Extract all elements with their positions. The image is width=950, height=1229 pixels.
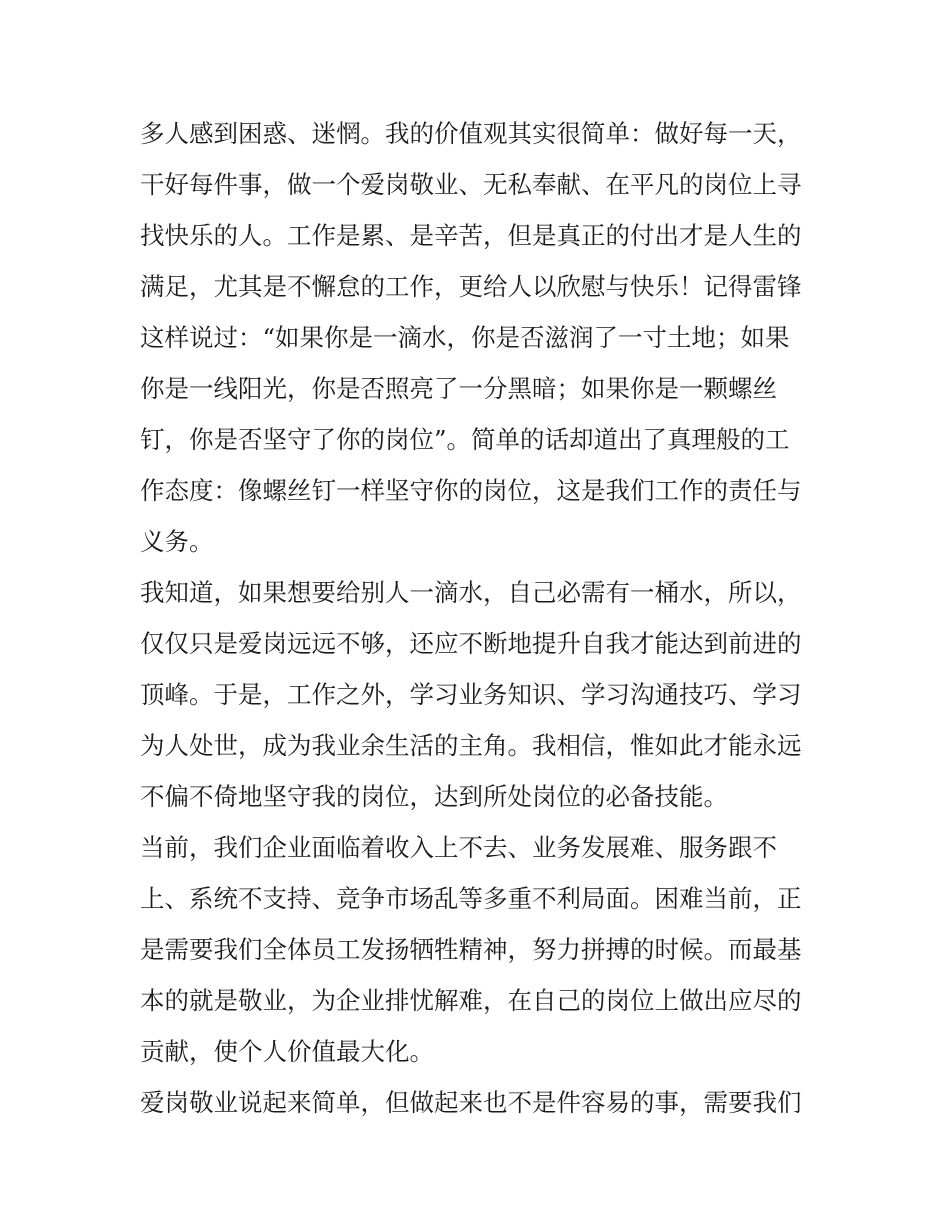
text-line: 顶峰。于是，工作之外，学习业务知识、学习沟通技巧、学习 (140, 680, 802, 709)
text-line: 是需要我们全体员工发扬牺牲精神，努力拼搏的时候。而最基 (140, 935, 802, 964)
text-line: 满足，尤其是不懈怠的工作，更给人以欣慰与快乐！记得雷锋 (140, 272, 802, 301)
text-line: 你是一线阳光，你是否照亮了一分黑暗；如果你是一颗螺丝 (140, 374, 777, 403)
text-line: 钉，你是否坚守了你的岗位”。简单的话却道出了真理般的工 (140, 425, 790, 454)
text-line: 我知道，如果想要给别人一滴水，自己必需有一桶水，所以， (140, 578, 802, 607)
text-line: 找快乐的人。工作是累、是辛苦，但是真正的付出才是人生的 (140, 221, 802, 250)
text-line: 本的就是敬业，为企业排忧解难，在自己的岗位上做出应尽的 (140, 986, 802, 1015)
text-line: 为人处世，成为我业余生活的主角。我相信，惟如此才能永远 (140, 731, 802, 760)
text-line: 不偏不倚地坚守我的岗位，达到所处岗位的必备技能。 (140, 782, 728, 811)
text-line: 干好每件事，做一个爱岗敬业、无私奉献、在平凡的岗位上寻 (140, 170, 802, 199)
text-line: 当前，我们企业面临着收入上不去、业务发展难、服务跟不 (140, 833, 777, 862)
text-line: 这样说过：“如果你是一滴水，你是否滋润了一寸土地；如果 (140, 323, 790, 352)
text-line: 仅仅只是爱岗远远不够，还应不断地提升自我才能达到前进的 (140, 629, 802, 658)
text-line: 上、系统不支持、竞争市场乱等多重不利局面。困难当前，正 (140, 884, 802, 913)
text-line: 多人感到困惑、迷惘。我的价值观其实很简单：做好每一天， (140, 119, 802, 148)
body-text (140, 108, 820, 1128)
text-line: 贡献，使个人价值最大化。 (140, 1037, 434, 1066)
text-line: 义务。 (140, 527, 214, 556)
text-line: 作态度：像螺丝钉一样坚守你的岗位，这是我们工作的责任与 (140, 476, 802, 505)
text-line: 爱岗敬业说起来简单，但做起来也不是件容易的事，需要我们 (140, 1088, 802, 1117)
